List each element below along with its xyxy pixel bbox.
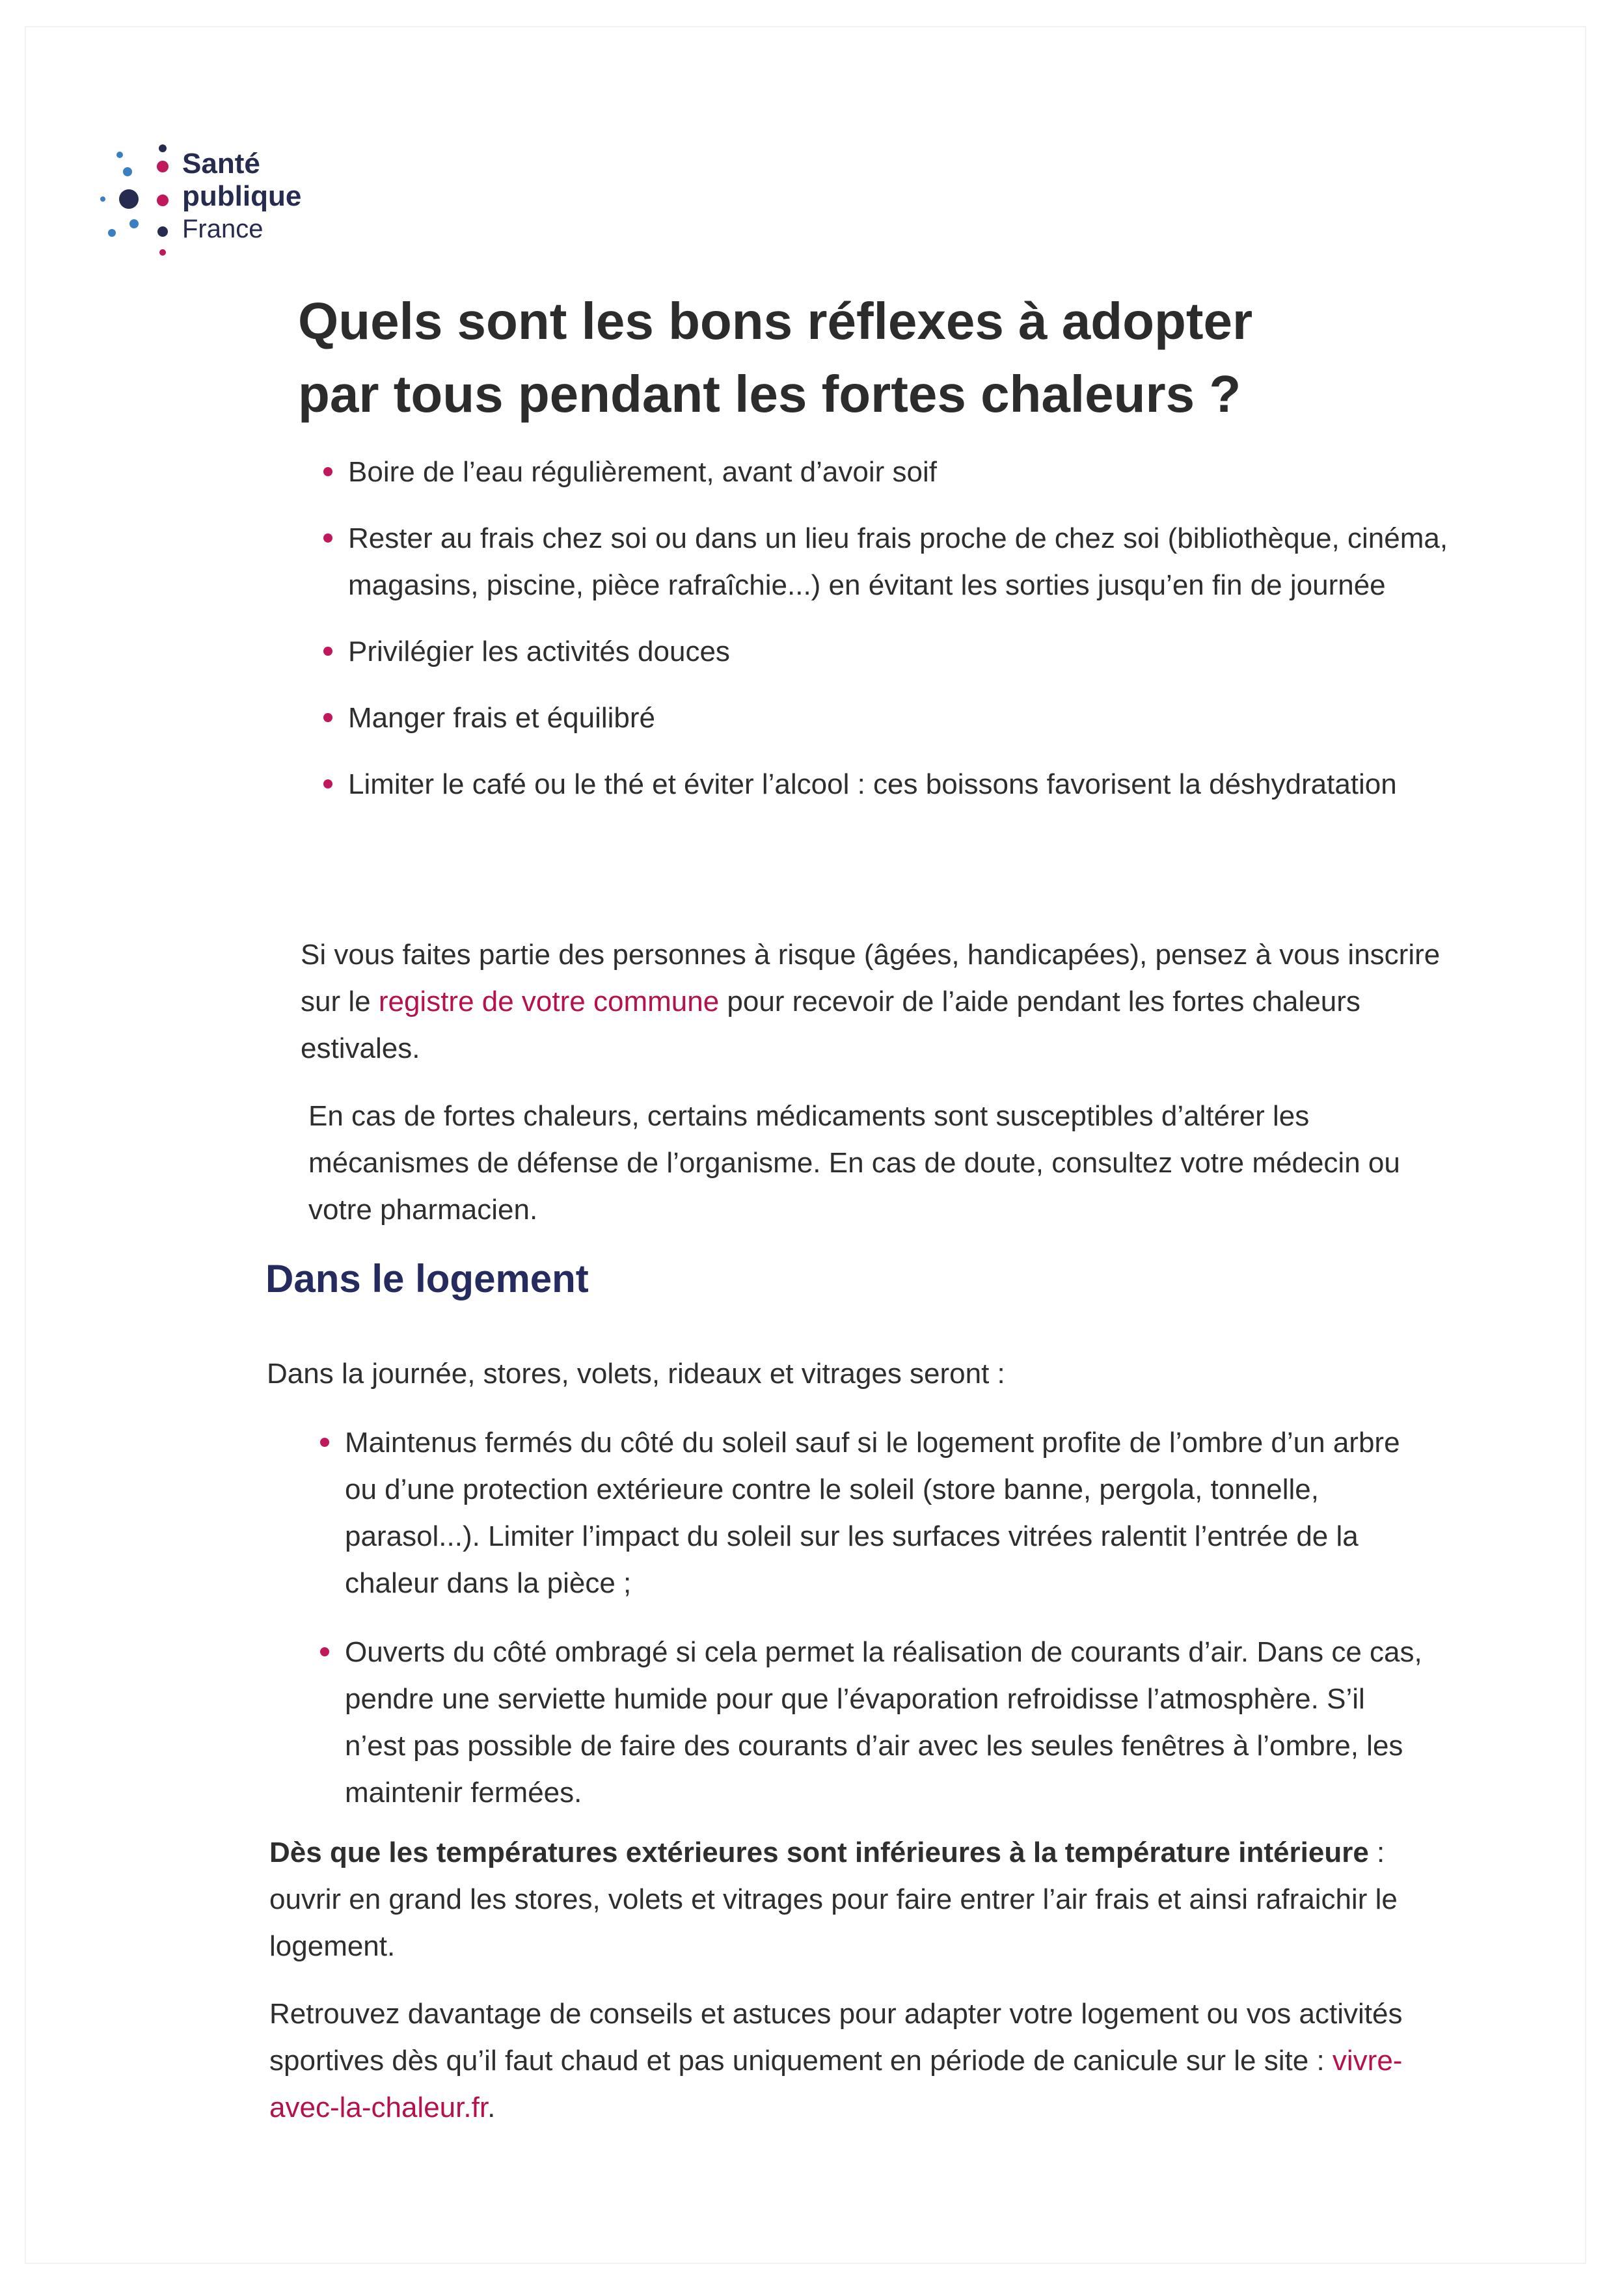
page-title-line1: Quels sont les bons réflexes à adopter: [298, 292, 1253, 350]
housing-list: [345, 1420, 1425, 1839]
list-item: Boire de l’eau régulièrement, avant d’avoir soif: [348, 449, 1467, 496]
registre-commune-link[interactable]: registre de votre commune: [378, 986, 720, 1017]
medication-paragraph: En cas de fortes chaleurs, certains médicaments sont susceptibles d’altérer les mécanismes de défense de l’organisme. En cas de doute, consultez votre médecin ou votre pharmacien.: [308, 1100, 1400, 1226]
night-ventilation-bold: Dès que les températures extérieures sont inférieures à la température intérieure: [269, 1837, 1369, 1868]
vivre-avec-la-chaleur-link[interactable]: vivre-avec-la-chaleur.fr: [269, 2045, 1403, 2123]
reflexes-list: [348, 449, 1467, 828]
more-info-text: Retrouvez davantage de conseils et astuces pour adapter votre logement ou vos activités sportives dès qu’il faut chaud et pas uniquement en période de canicule sur le site :: [269, 1998, 1403, 2077]
risk-paragraph-text-end: pour recevoir de l’aide pendant les fortes chaleurs estivales.: [301, 986, 1360, 1064]
list-item: Privilégier les activités douces: [348, 628, 1467, 675]
list-item: Manger frais et équilibré: [348, 695, 1467, 742]
night-ventilation-text: : ouvrir en grand les stores, volets et vitrages pour faire entrer l’air frais et ainsi rafraichir le logement.: [269, 1837, 1398, 1962]
page-title-line2: par tous pendant les fortes chaleurs ?: [298, 365, 1241, 423]
housing-intro: Dans la journée, stores, volets, rideaux et vitrages seront :: [267, 1358, 1005, 1390]
section-title-logement: Dans le logement: [265, 1257, 589, 1300]
list-item: Limiter le café ou le thé et éviter l’alcool : ces boissons favorisent la déshydratation: [348, 761, 1467, 808]
more-info-end: .: [487, 2092, 496, 2123]
more-info-paragraph: [269, 1991, 1441, 2131]
sante-publique-france-logo: [98, 143, 371, 260]
list-item: Ouverts du côté ombragé si cela permet la réalisation de courants d’air. Dans ce cas, pendre une serviette humide pour que l’évaporation refroidisse l’atmosphère. S’il n’est pas possible de faire des courants d’air avec les seules fenêtres à l’ombre, les maintenir fermées.: [345, 1629, 1425, 1816]
logo-text-line2: publique: [182, 180, 302, 212]
logo-text-line1: Santé: [182, 148, 260, 180]
page-title: [298, 285, 1534, 431]
list-item: Rester au frais chez soi ou dans un lieu frais proche de chez soi (bibliothèque, cinéma, magasins, piscine, pièce rafraîchie...) en évitant les sorties jusqu’en fin de journée: [348, 515, 1467, 609]
risk-paragraph-text: Si vous faites partie des personnes à risque (âgées, handicapées), pensez à vous inscrire sur le: [301, 939, 1441, 1017]
night-ventilation-paragraph: [269, 1829, 1441, 1970]
risk-paragraph: [301, 932, 1459, 1072]
list-item: Maintenus fermés du côté du soleil sauf si le logement profite de l’ombre d’un arbre ou d’une protection extérieure contre le soleil (store banne, pergola, tonnelle, parasol...). Limiter l’impact du soleil sur les surfaces vitrées ralentit l’entrée de la chaleur dans la pièce ;: [345, 1420, 1425, 1607]
logo-text-line3: France: [182, 215, 264, 243]
logo-dots-icon: [98, 143, 169, 260]
